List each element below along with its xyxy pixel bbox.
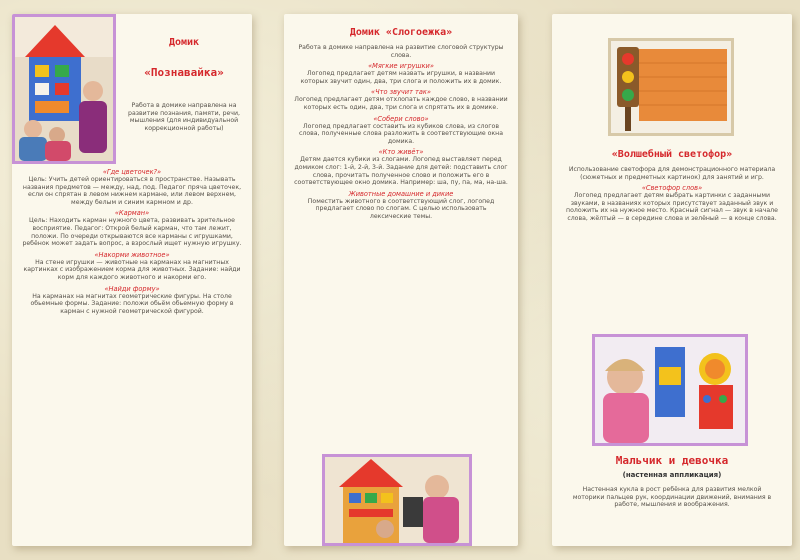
game-text: Логопед предлагает детям назвать игрушки, в названии которых звучит один, два, три слога и положить их в домик.: [300, 70, 502, 85]
game-heading: «Накорми животное»: [94, 250, 170, 259]
game-heading: «Где цветочек?»: [102, 168, 162, 176]
panel1-intro: Работа в домике направлена на развитие познания, памяти, речи, мышления (для индивидуальной коррекционной работы): [128, 102, 240, 132]
panel-svetofor: [552, 14, 792, 546]
photo-image-icon: [325, 457, 469, 543]
panel3-doll-text: Настенная кукла в рост ребёнка для развития мелкой моторики пальцев рук, координации движений, внимания в работе, мышления и воображения.: [572, 486, 772, 509]
panel3-games: [564, 166, 780, 223]
photo-traffic-light-board: [608, 38, 734, 136]
panel2-intro: Работа в домике направлена на развитие слоговой структуры слова.: [298, 44, 504, 59]
game-text: Детям дается кубики из слогами. Логопед выставляет перед домиком слог: 1-й, 2-й, 3-й. Задание для детей: подставить слог слова, прочитать полученное слово и положить его в соответствующее окно домика. Например: ша, пу, па, ма, на-ша.: [294, 156, 508, 187]
panel3-doll-title: Мальчик и девочка: [615, 454, 729, 467]
game-heading: Животные домашние и дикие: [348, 189, 454, 198]
panel1-title-line2: «Познавайка»: [144, 66, 224, 79]
panel-poznavayka: [12, 14, 252, 546]
panel3-doll-subtitle: (настенная аппликация): [622, 471, 722, 479]
photo-kids-at-house: [12, 14, 116, 164]
game-text: На карманах на магнитах геометрические фигуры. На столе обьемные формы. Задание: положи обьём обьемную форму в карман с нужной геометрической фигурой.: [30, 292, 234, 315]
game-text: Цель: Находить карман нужного цвета, развивать зрительное восприятие. Педагог: Открой белый карман, что там лежит, положи. По очереди открываются все карманы с игрушками, ребёнок может задать вопрос, а взрослый ищет нужную игрушку.: [22, 217, 242, 248]
traffic-light-icon: [611, 41, 731, 133]
panel1-title-line1: Домик: [168, 37, 200, 48]
game-text: Поместить животного в соответствующий слог, логопед предлагает слово по слогам. С целью использовать лексические темы.: [307, 197, 495, 220]
panel3-title: «Волшебный светофор»: [611, 149, 733, 160]
game-heading: «Светофор слов»: [641, 184, 703, 193]
panel1-games: [20, 168, 244, 315]
photo-image-icon: [15, 17, 113, 161]
game-text: Логопед предлагает детям выбрать картинки с заданными звуками, в названиях которых присутствует заданный звук и положить их на нужное место. Красный сигнал — звук в начале слова, жёлтый — в середине слова и зелёный — в конце слова.: [566, 192, 778, 222]
photo-image-icon: [595, 337, 745, 443]
game-heading: «Мягкие игрушки»: [368, 62, 434, 71]
panel2-title: Домик «Слогоежка»: [349, 27, 453, 38]
game-heading: «Карман»: [114, 209, 150, 218]
game-text: Логопед предлагает составить из кубиков слова, из слогов слова, полученные слова разложить в соответствующие окна домика.: [298, 122, 504, 145]
panel3-intro: Использование светофора для демонстрационного материала (сюжетных и предметных картинок) для занятий и игр.: [568, 166, 776, 181]
game-text: Логопед предлагает детям отхлопать каждое слово, в названии которых есть один, два, три слога и спрятать их в домике.: [294, 96, 508, 111]
game-heading: «Найди форму»: [104, 284, 160, 293]
photo-doll-applique: [592, 334, 748, 446]
game-heading: «Собери слово»: [373, 114, 429, 123]
panel2-games: [294, 44, 508, 221]
game-text: Цель: Учить детей ориентироваться в пространстве. Называть названия предметов — между, над, под. Педагог пряча цветочек, если он спрятан в левом нижнем кармане, или левом верхнем, между белым и синим кармном и др.: [22, 176, 242, 206]
game-heading: «Что звучит так»: [371, 88, 431, 97]
game-text: На стене игрушки — животные на карманах на магнитных картинках с изображением корма для животных. Задание: найди корм для каждого животного и накорми его.: [23, 258, 241, 281]
panel-slogoezhka: [284, 14, 518, 546]
game-heading: «Кто живёт»: [378, 148, 424, 157]
photo-child-at-house: [322, 454, 472, 546]
